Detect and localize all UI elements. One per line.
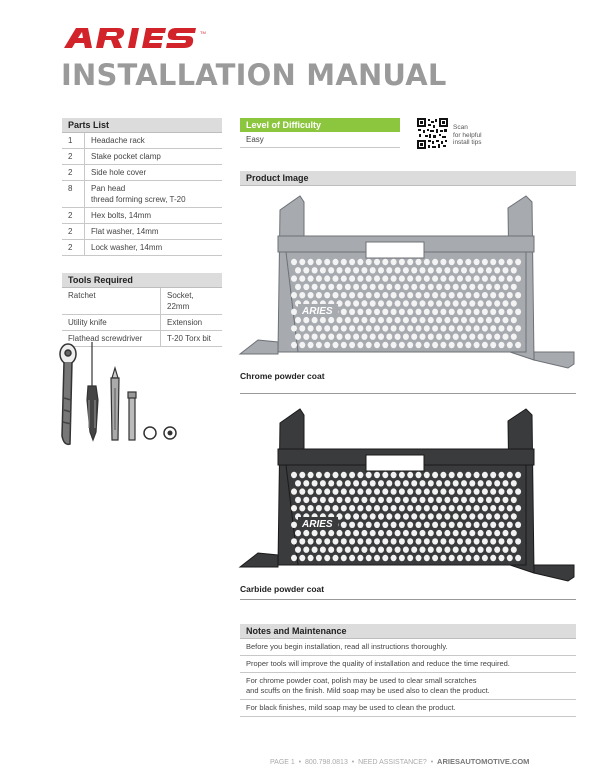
note-line: Proper tools will improve the quality of installation and reduce the time required. [240, 656, 576, 673]
extension-icon [128, 392, 136, 440]
table-row [62, 240, 222, 256]
page-title: INSTALLATION MANUAL [61, 58, 447, 92]
note-line: Before you begin installation, read all instructions thoroughly. [240, 639, 576, 656]
notes-heading: Notes and Maintenance [240, 624, 576, 639]
desc-line: thread forming screw, T-20 [91, 195, 186, 204]
qty-cell: 2 [62, 240, 85, 256]
chrome-rack-image [238, 192, 578, 377]
scan-tip-text [453, 124, 501, 147]
rack-logo: ARIES [302, 519, 333, 530]
desc-cell: Flat washer, 14mm [85, 224, 223, 240]
utility-knife-icon [111, 368, 119, 440]
difficulty-value: Easy [240, 132, 400, 148]
rack-logo: ARIES [302, 306, 333, 317]
product-image-heading: Product Image [240, 171, 576, 186]
desc-cell: Lock washer, 14mm [85, 240, 223, 256]
footer-website-link[interactable]: ARIESAUTOMOTIVE.COM [437, 757, 530, 766]
product-image-section [240, 171, 576, 186]
tools-required [62, 273, 222, 347]
tools-illustration [52, 340, 192, 455]
tool-cell: Utility knife [62, 315, 161, 331]
qty-cell: 1 [62, 133, 85, 149]
svg-text:TM: TM [200, 30, 206, 35]
table-row [62, 181, 222, 208]
table-row [62, 149, 222, 165]
desc-cell: Headache rack [85, 133, 223, 149]
socket-icon [144, 427, 156, 439]
screwdriver-icon [87, 342, 98, 440]
qty-cell: 2 [62, 208, 85, 224]
qr-code-icon[interactable] [417, 118, 448, 149]
scan-line: install tips [453, 139, 482, 146]
desc-cell: Side hole cover [85, 165, 223, 181]
footer: PAGE 1 • 800.798.0813 • NEED ASSISTANCE? • ARIESAUTOMOTIVE.COM [270, 757, 530, 766]
carbide-rack-image [238, 405, 578, 590]
desc-line: Pan head [91, 184, 126, 193]
desc-cell [85, 181, 223, 208]
scan-line: for helpful [453, 131, 482, 139]
difficulty-heading: Level of Difficulty [240, 118, 400, 132]
tools-table [62, 288, 222, 347]
tool-cell: Socket, 22mm [161, 288, 223, 315]
table-row [62, 133, 222, 149]
footer-phone: 800.798.0813 [305, 759, 348, 766]
tool-cell: T-20 Torx bit [161, 331, 223, 347]
qty-cell: 2 [62, 149, 85, 165]
table-row [62, 288, 222, 315]
note-line: For black finishes, mild soap may be used to clean the product. [240, 700, 576, 717]
notes-section [240, 624, 576, 717]
aries-logo [62, 26, 212, 55]
tool-cell: Extension [161, 315, 223, 331]
tool-cell: Flathead screwdriver [62, 331, 161, 347]
footer-page: PAGE 1 [270, 759, 295, 766]
qty-cell: 8 [62, 181, 85, 208]
desc-cell: Hex bolts, 14mm [85, 208, 223, 224]
table-row [62, 165, 222, 181]
parts-list-heading: Parts List [62, 118, 222, 133]
torx-bit-icon [164, 427, 176, 439]
chrome-caption: Chrome powder coat [240, 371, 325, 381]
tool-cell: Ratchet [62, 288, 161, 315]
note-line-multi [240, 673, 576, 700]
desc-cell: Stake pocket clamp [85, 149, 223, 165]
scan-line: Scan [453, 124, 468, 131]
divider [240, 599, 576, 600]
carbide-caption: Carbide powder coat [240, 584, 325, 594]
table-row [62, 315, 222, 331]
note-text: and scuffs on the finish. Mild soap may be used also to clean the product. [246, 686, 490, 695]
tools-required-heading: Tools Required [62, 273, 222, 288]
table-row [62, 224, 222, 240]
qty-cell: 2 [62, 165, 85, 181]
footer-assist: NEED ASSISTANCE? [358, 759, 427, 766]
qty-cell: 2 [62, 224, 85, 240]
difficulty-section [240, 118, 400, 148]
note-text: For chrome powder coat, polish may be used to clear small scratches [246, 676, 477, 685]
divider [240, 393, 576, 394]
table-row [62, 208, 222, 224]
ratchet-icon [60, 344, 76, 444]
parts-table [62, 133, 222, 256]
parts-list [62, 118, 222, 256]
